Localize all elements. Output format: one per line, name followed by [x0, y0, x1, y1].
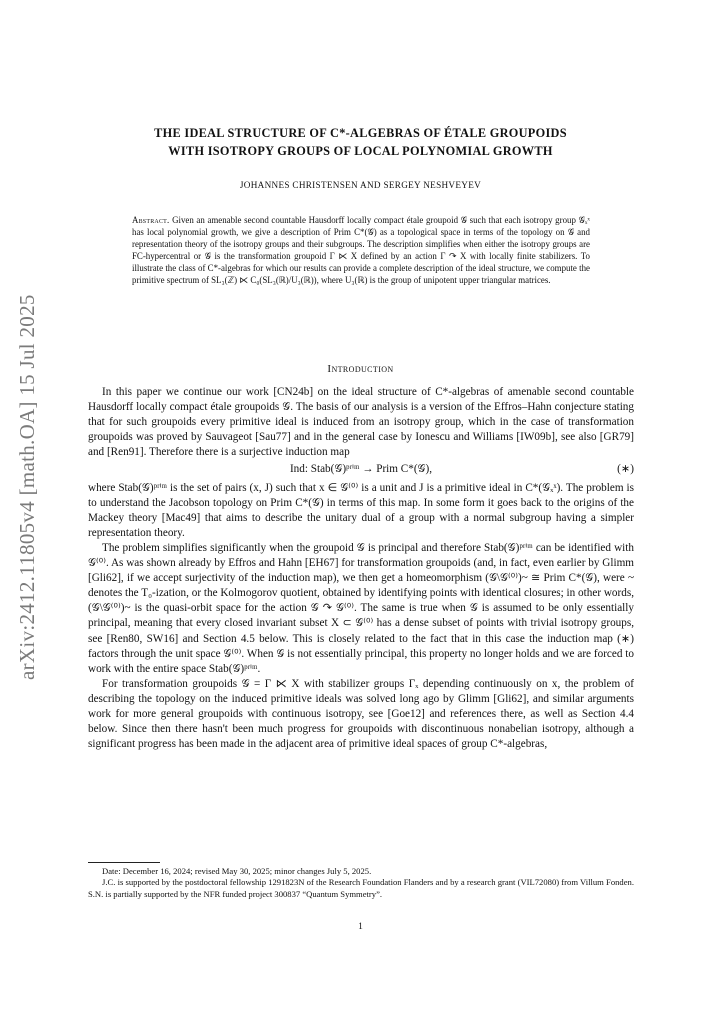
- abstract-label: Abstract.: [132, 215, 170, 225]
- paragraph-2: where Stab(𝒢)ᵖʳⁱᵐ is the set of pairs (x, J) such that x ∈ 𝒢⁽⁰⁾ is a unit and J is a primitive ideal in C*(𝒢ₓˣ). The problem is to understand the Jacobson topology on Prim C*(𝒢) in terms of this map. In some form it goes back to the origins of the Mackey theory [Mac49] that aims to describe the unitary dual of a group with a normal subgroup having a simpler representation theory.: [88, 481, 634, 539]
- footnote-funding: J.C. is supported by the postdoctoral fellowship 1291823N of the Research Foundation Flanders and by a research grant (VIL72080) from Villum Fonden. S.N. is partially supported by the NFR funded project 300837 “Quantum Symmetry”.: [88, 877, 634, 899]
- title-line-1: THE IDEAL STRUCTURE OF C*-ALGEBRAS OF ÉTALE GROUPOIDS: [154, 126, 567, 140]
- footnote-date: Date: December 16, 2024; revised May 30, 2025; minor changes July 5, 2025.: [102, 866, 372, 876]
- abstract: [132, 215, 590, 286]
- arxiv-identifier-text: arXiv:2412.11805v4 [math.OA] 15 Jul 2025: [15, 294, 39, 680]
- title-line-2: WITH ISOTROPY GROUPS OF LOCAL POLYNOMIAL GROWTH: [168, 144, 553, 158]
- abstract-text: Given an amenable second countable Hausdorff locally compact étale groupoid 𝒢 such that each isotropy group 𝒢ₓˣ has local polynomial growth, we give a description of Prim C*(𝒢) as a topological space in terms of the topology on 𝒢 and representation theory of the isotropy groups and their subgroups. The description simplifies when either the isotropy groups are FC-hypercentral or 𝒢 is the transformation groupoid Γ ⋉ X defined by an action Γ ↷ X with locally finite stabilizers. To illustrate the class of C*-algebras for which our results can provide a complete description of the ideal structure, we compute the primitive spectrum of SL₃(ℤ) ⋉ C₀(SL₃(ℝ)/U₃(ℝ)), where U₃(ℝ) is the group of unipotent upper triangular matrices.: [132, 215, 590, 285]
- display-equation: [88, 462, 634, 477]
- footnotes: [88, 866, 634, 900]
- paper-authors: JOHANNES CHRISTENSEN AND SERGEY NESHVEYEV: [239, 180, 482, 190]
- equation-formula: Ind: Stab(𝒢)ᵖʳⁱᵐ → Prim C*(𝒢),: [289, 463, 433, 476]
- main-body-text: [88, 385, 634, 752]
- footnote-rule: [88, 862, 160, 863]
- paragraph-3: The problem simplifies significantly when the groupoid 𝒢 is principal and therefore Stab(𝒢)ᵖʳⁱᵐ can be identified with 𝒢⁽⁰⁾. As was shown already by Effros and Hahn [EH67] for transformation groupoids (and, in fact, even earlier by Glimm [Gli62], if we accept surjectivity of the induction map), we then get a homeomorphism (𝒢\𝒢⁽⁰⁾)~ ≅ Prim C*(𝒢), were ~ denotes the T₀-ization, or the Kolmogorov quotient, obtained by identifying points with identical closures; in other words, (𝒢\𝒢⁽⁰⁾)~ is the quasi-orbit space for the action 𝒢 ↷ 𝒢⁽⁰⁾. The same is true when 𝒢 is assumed to be only essentially principal, meaning that every closed invariant subset X ⊂ 𝒢⁽⁰⁾ has a dense subset of points with trivial isotropy groups, see [Ren80, SW16] and Section 4.5 below. This is closely related to the fact that in this case the induction map (∗) factors through the unit space 𝒢⁽⁰⁾. When 𝒢 is not essentially principal, this property no longer holds and we are forced to work with the entire space Stab(𝒢)ᵖʳⁱᵐ.: [88, 541, 634, 675]
- section-heading-introduction: Introduction: [327, 363, 394, 375]
- page-number: 1: [358, 922, 363, 932]
- arxiv-identifier-stamp: [14, 290, 50, 680]
- paragraph-4: For transformation groupoids 𝒢 = Γ ⋉ X with stabilizer groups Γₓ depending continuously on x, the problem of describing the topology on the induced primitive ideals was solved long ago by Glimm [Gli62], and similar arguments work for more general groupoids with continuous isotropy, see [Goe12] and references there, as well as Section 4.4 below. Since then there hasn't been much progress for groupoids with discontinuous nonabelian isotropy, although a significant progress has been made in the adjacent area of primitive ideal spaces of group C*-algebras,: [88, 677, 634, 751]
- equation-tag: (∗): [617, 463, 634, 476]
- paper-title: [90, 124, 631, 160]
- paragraph-1: In this paper we continue our work [CN24b] on the ideal structure of C*-algebras of amenable second countable Hausdorff locally compact étale groupoids 𝒢. The basis of our analysis is a version of the Effros–Hahn conjecture stating that for such groupoids every primitive ideal is induced from an isotropy group, which in the case of transformation groupoids was proved by Sauvageot [Sau77] and in the general case by Ionescu and Williams [IW09b], see also [GR79] and [Ren91]. Therefore there is a surjective induction map: [88, 386, 634, 459]
